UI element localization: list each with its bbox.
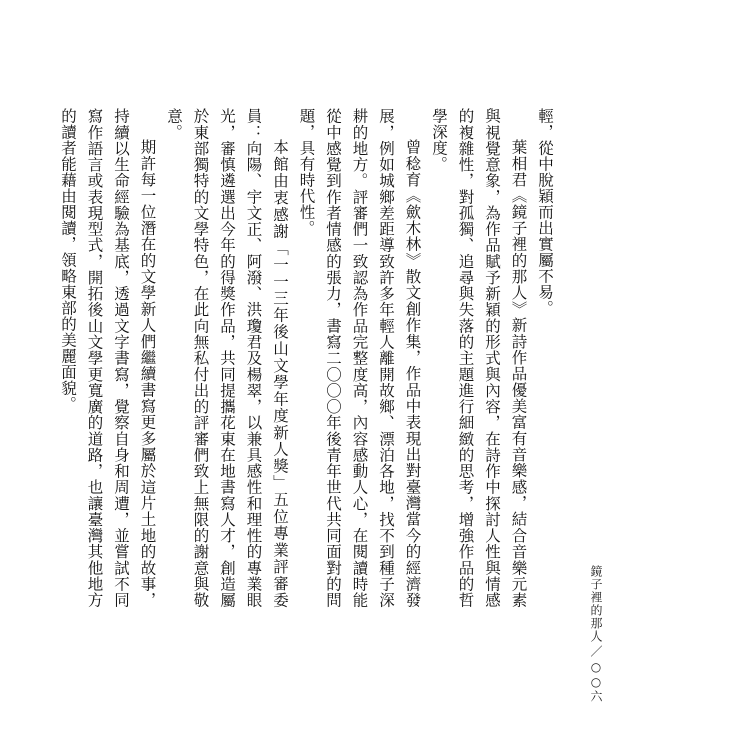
body-text: [59, 108, 558, 608]
running-head: [588, 565, 605, 703]
paragraph: 葉相君《鏡子裡的那人》新詩作品優美富有音樂感，結合音樂元素與視覺意象，為作品賦予新穎的形式與內容，在詩作中探討人性與情感的複雜性，對孤獨、追尋與失落的主題進行細緻的思考，增強作品的哲學深度。: [430, 108, 528, 608]
page-number: ○○六: [589, 660, 603, 703]
paragraph: 曾稔育《歛木林》散文創作集，作品中表現出對臺灣當今的經濟發展，例如城鄉差距導致許多年輕人離開故鄉、漂泊各地，找不到種子深耕的地方。評審們一致認為作品完整度高，內容感動人心，在閱讀時能從中感覺到作者情感的張力，書寫二〇〇〇年後青年世代共同面對的問題，具有時代性。: [297, 108, 422, 608]
paragraph: 期許每一位潛在的文學新人們繼續書寫更多屬於這片土地的故事，持續以生命經驗為基底，透過文字書寫，覺察自身和周遭，並嘗試不同寫作語言或表現型式，開拓後山文學更寬廣的道路，也讓臺灣其他地方的讀者能藉由閱讀，領略東部的美麗面貌。: [59, 108, 157, 608]
paragraph: 本館由衷感謝「一一三年後山文學年度新人獎」五位專業評審委員：向陽、宇文正、阿潑、洪瓊君及楊翠，以兼具感性和理性的專業眼光，審慎遴選出今年的得獎作品，共同提攜花東在地書寫人才，創造屬於東部獨特的文學特色，在此向無私付出的評審們致上無限的謝意與敬意。: [165, 108, 289, 608]
book-title: 鏡子裡的那人: [589, 565, 603, 643]
paragraph: 輕，從中脫穎而出實屬不易。: [536, 108, 554, 316]
separator: ／: [589, 645, 603, 658]
